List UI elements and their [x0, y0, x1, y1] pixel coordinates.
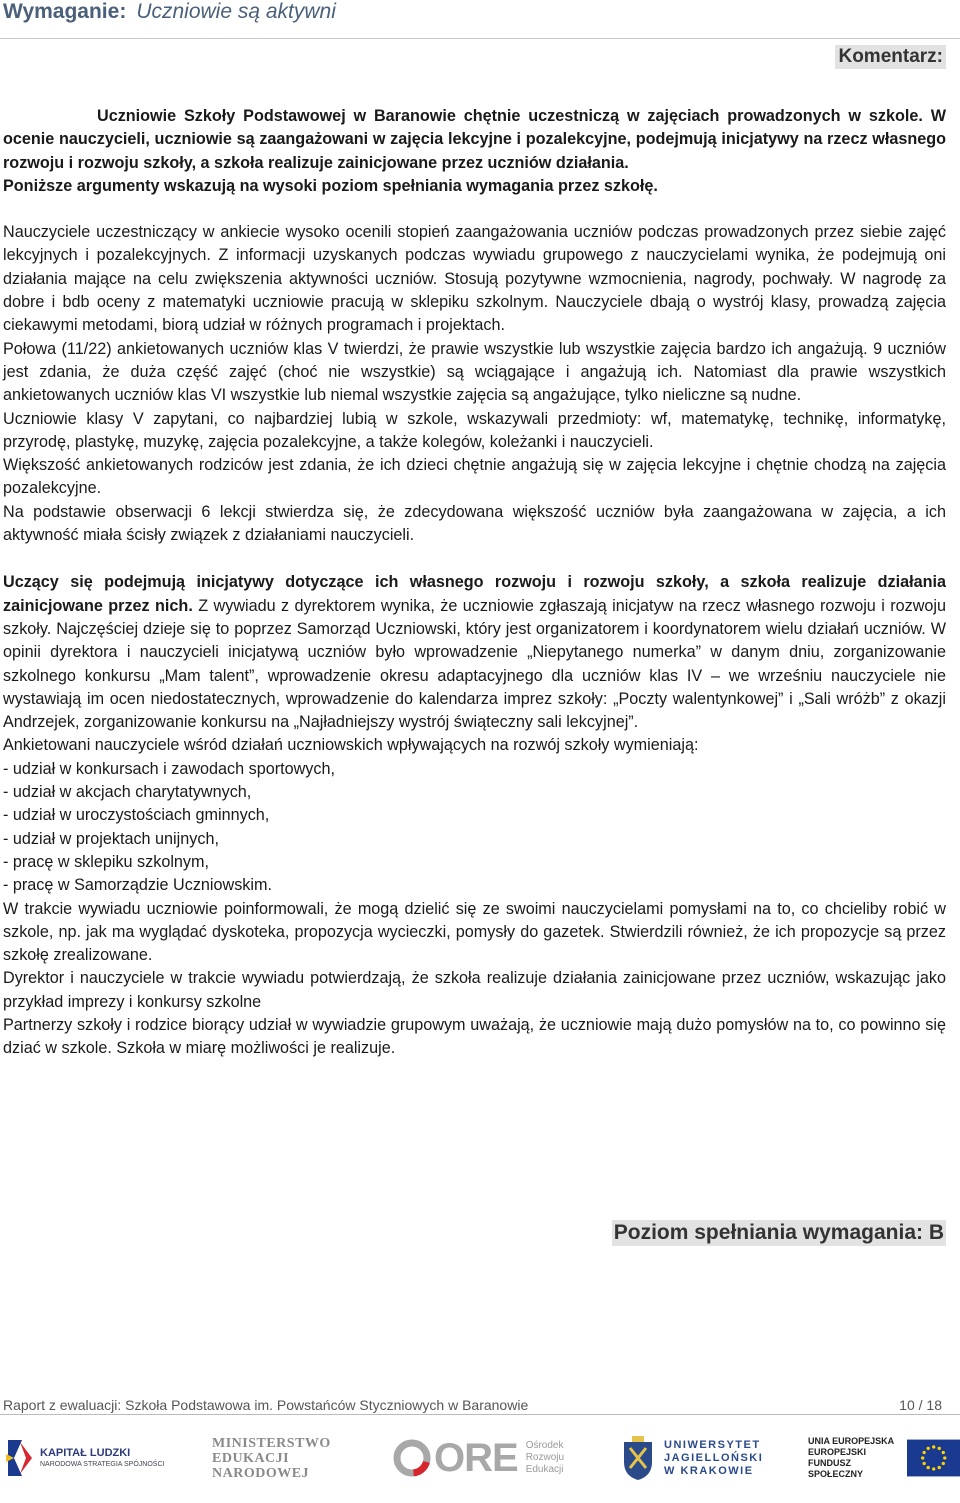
eu-star [943, 1456, 946, 1459]
eu-star [922, 1451, 925, 1454]
paragraph-teachers-survey: Nauczyciele uczestniczący w ankiecie wysoko ocenili stopień zaangażowania uczniów podczas prowadzonych przez siebie zajęć lekcyjnych i pozalekcyjnych. Z informacji uzyskanych podczas wywiadu grupowego z nauczycielami wynika, że podejmują oni działania mające na celu zwiększenia aktywności uczniów. Stosują pozytywne wzmocnienia, nagrody, pochwały. W nagrodę za dobre i bdb oceny z matematyki uczniowie pracują w sklepiku szkolnym. Nauczyciele dbają o wystrój klasy, prowadzą zajęcia ciekawymi metodami, biorą udział w różnych programach i projektach. [3, 223, 946, 335]
kl-title: KAPITAŁ LUDZKI [40, 1447, 131, 1459]
eu-logo [808, 1428, 960, 1488]
uj-crest-icon [620, 1434, 656, 1482]
page-footer [3, 1397, 942, 1413]
requirement-level-badge: Poziom spełniania wymagania: B [613, 1221, 944, 1244]
intro-paragraph: Uczniowie Szkoły Podstawowej w Baranowie chętnie uczestniczą w zajęciach prowadzonych w szkole. W ocenie nauczycieli, uczniowie są zaangażowani w zajęcia lekcyjne i pozalekcyjne, podejmują inicjatywy na rzecz własnego rozwoju i rozwoju szkoły, a szkoła realizuje zainicjowane przez uczniów działania. [3, 107, 946, 172]
men-line-1: MINISTERSTWO [212, 1435, 331, 1451]
report-title: Raport z ewaluacji: Szkoła Podstawowa im. Powstańców Styczniowych w Baranowie [3, 1397, 529, 1413]
eu-star [921, 1456, 924, 1459]
ore-logo [392, 1428, 564, 1488]
eu-star [941, 1451, 944, 1454]
ore-line-2: Rozwoju [525, 1452, 565, 1463]
eu-line-1: UNIA EUROPEJSKA [808, 1436, 895, 1446]
list-item: - udział w akcjach charytatywnych, [3, 783, 252, 802]
paragraph-favorite-subjects: Uczniowie klasy V zapytani, co najbardziej lubią w szkole, wskazywali przedmioty: wf, matematykę, technikę, informatykę, przyrodę, plastykę, muzykę, zajęcia pozalekcyjne, a także kolegów, koleżanki i nauczycieli. [3, 409, 946, 451]
comment-label: Komentarz: [835, 45, 946, 69]
arguments-heading: Poniższe argumenty wskazują na wysoki poziom spełniania wymagania przez szkołę. [3, 176, 658, 195]
eu-star [937, 1447, 940, 1450]
list-item: - pracę w Samorządzie Uczniowskim. [3, 876, 272, 895]
eu-star [926, 1466, 929, 1469]
header-divider [0, 38, 960, 39]
eu-star [932, 1467, 935, 1470]
report-body [3, 105, 946, 1061]
paragraph-student-interview: W trakcie wywiadu uczniowie poinformowali, że mogą dzielić się ze swoimi nauczycielami pomysłami na to, co chcieliby robić w szkole, np. jak ma wyglądać dyskoteka, propozycja wycieczki, pomysły do gazetek. Stwierdzili również, że ich propozycje są przez szkołę zrealizowane. [3, 899, 946, 965]
initiatives-heading: Uczący się podejmują inicjatywy dotyczące ich własnego rozwoju i rozwoju szkoły, a szkoła realizuje działania zainicjowane przez nich. [3, 573, 946, 615]
ore-line-3: Edukacji [525, 1464, 564, 1475]
kl-subtitle: NARODOWA STRATEGIA SPÓJNOŚCI [40, 1461, 165, 1468]
men-line-3: NARODOWEJ [212, 1465, 310, 1481]
uj-line-2: JAGIELLOŃSKI [664, 1451, 764, 1464]
eu-star [937, 1466, 940, 1469]
men-line-2: EDUKACJI [212, 1450, 290, 1466]
ore-wordmark: ORE [434, 1435, 518, 1480]
paragraph-activities-intro: Ankietowani nauczyciele wśród działań uczniowskich wpływających na rozwój szkoły wymieniają: [3, 736, 699, 755]
footer-divider [0, 1414, 960, 1415]
logo-strip [0, 1428, 960, 1488]
ministry-logo [212, 1428, 331, 1488]
uj-line-1: UNIWERSYTET [664, 1438, 761, 1451]
uj-logo [620, 1428, 763, 1488]
paragraph-parents: Większość ankietowanych rodziców jest zdania, że ich dzieci chętnie angażują się w zajęcia lekcyjne i chętnie chodzą na zajęcia pozalekcyjne. [3, 456, 946, 498]
initiatives-text: Z wywiadu z dyrektorem wynika, że uczniowie zgłaszają inicjatyw na rzecz własnego rozwoju i rozwoju szkoły. Najczęściej dzieje się to poprzez Samorząd Uczniowski, który jest organizatorem i koordynatorem wielu działań uczniów. W opinii dyrektora i nauczycieli inicjatywą uczniów było wprowadzenie „Niepytanego numerka” w danym dniu, zorganizowanie szkolnego konkursu „Mam talent”, wprowadzenie okresu adaptacyjnego dla uczniów klas IV – we wrześniu nauczyciele nie wystawiają im ocen niedostatecznych, wprowadzenie do kalendarza imprez szkoły: „Poczty walentynkowej” i „Sali wróżb” z okazji Andrzejek, zorganizowanie konkursu na „Najładniejszy wystrój świąteczny sali lekcyjnej”. [3, 596, 946, 732]
eu-star [932, 1445, 935, 1448]
uj-line-3: W KRAKOWIE [664, 1464, 754, 1477]
header [3, 0, 336, 24]
paragraph-director-interview: Dyrektor i nauczyciele w trakcie wywiadu potwierdzają, że szkoła realizuje działania zainicjowane przez uczniów, wskazując jako przykład imprezy i konkursy szkolne [3, 969, 946, 1011]
list-item: - udział w konkursach i zawodach sportowych, [3, 759, 335, 778]
page-number: 10 / 18 [899, 1397, 942, 1413]
eu-line-3: FUNDUSZ SPOŁECZNY [808, 1458, 864, 1479]
list-item: - udział w uroczystościach gminnych, [3, 806, 270, 825]
requirement-label: Wymaganie: [3, 0, 127, 23]
paragraph-observation: Na podstawie obserwacji 6 lekcji stwierdza się, że zdecydowana większość uczniów była zaangażowana w zajęcia, a ich aktywność miała ścisły związek z działaniami nauczycieli. [3, 502, 946, 545]
ore-ring-icon [392, 1438, 432, 1478]
eu-star [941, 1462, 944, 1465]
paragraph-initiatives [3, 571, 946, 734]
eu-star [922, 1462, 925, 1465]
kapital-ludzki-logo [4, 1428, 164, 1488]
requirement-title: Uczniowie są aktywni [136, 0, 336, 23]
list-item: - udział w projektach unijnych, [3, 829, 219, 848]
eu-star [926, 1447, 929, 1450]
eu-line-2: EUROPEJSKI [808, 1447, 867, 1457]
paragraph-partners: Partnerzy szkoły i rodzice biorący udział w wywiadzie grupowym uważają, że uczniowie mają dużo pomysłów na to, co powinno się dziać w szkole. Szkoła w miarę możliwości je realizuje. [3, 1015, 946, 1058]
paragraph-students-v: Połowa (11/22) ankietowanych uczniów klas V twierdzi, że prawie wszystkie lub wszystkie zajęcia bardzo ich angażują. 9 uczniów jest zdania, że duża część zajęć (choć nie wszystkie) są wciągające i angażują ich. Natomiast dla prawie wszystkich ankietowanych uczniów klas VI wszystkie lub niemal wszystkie zajęcia są angażujące, tylko nieliczne są nudne. [3, 339, 946, 405]
ore-line-1: Ośrodek [525, 1440, 564, 1451]
eu-flag-icon [907, 1438, 960, 1478]
list-item: - pracę w sklepiku szkolnym, [3, 852, 210, 871]
kapital-ludzki-icon [4, 1436, 34, 1480]
